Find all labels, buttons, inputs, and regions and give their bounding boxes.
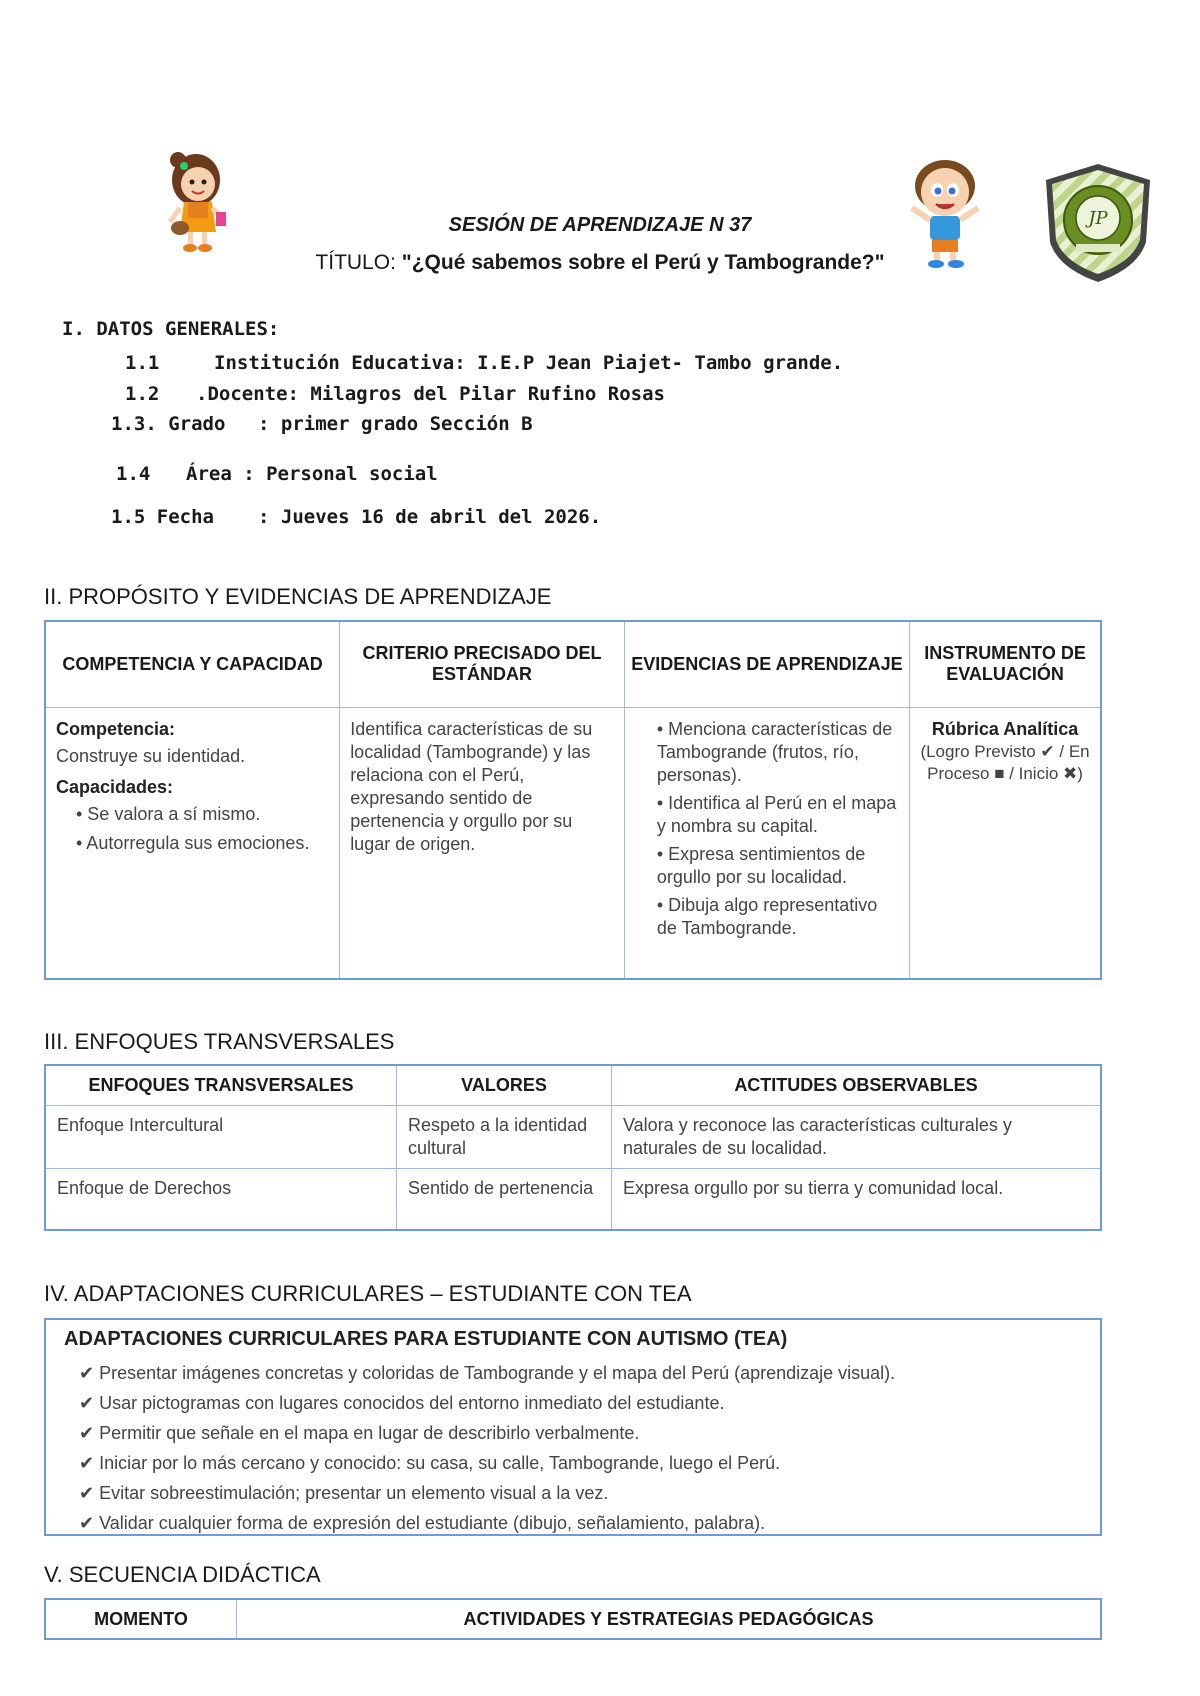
adaptacion-item: ✔ Permitir que señale en el mapa en lugar de describirlo verbalmente.: [79, 1423, 640, 1443]
col-header-actitudes: ACTITUDES OBSERVABLES: [612, 1065, 1102, 1105]
enfoques-table: [44, 1064, 1102, 1231]
capacidad-item: • Autorregula sus emociones.: [76, 832, 310, 853]
table-row: [45, 1105, 1101, 1168]
svg-text:JP: JP: [1088, 208, 1108, 229]
adaptacion-item: ✔ Presentar imágenes concretas y coloridas de Tambogrande y el mapa del Perú (aprendizaje visual).: [79, 1363, 896, 1383]
dato-num: 1.4: [116, 463, 151, 485]
evidencia-item: • Dibuja algo representativo de Tambogrande.: [656, 894, 878, 938]
col-header-enfoques: ENFOQUES TRANSVERSALES: [45, 1065, 397, 1105]
actitud-cell: Valora y reconoce las características culturales y naturales de su localidad.: [612, 1105, 1102, 1168]
instrumento-cell: [910, 707, 1101, 979]
secuencia-heading: V. SECUENCIA DIDÁCTICA: [44, 1562, 321, 1587]
dato-num: 1.2: [125, 383, 160, 405]
adaptacion-item: ✔ Validar cualquier forma de expresión del estudiante (dibujo, señalamiento, palabra).: [79, 1513, 766, 1533]
actitud-cell: Expresa orgullo por su tierra y comunidad local.: [612, 1168, 1102, 1230]
col-header-instrumento: INSTRUMENTO DE EVALUACIÓN: [910, 621, 1101, 707]
datos-generales-heading: I. DATOS GENERALES:: [62, 318, 280, 340]
adaptaciones-heading: IV. ADAPTACIONES CURRICULARES – ESTUDIANTE CON TEA: [44, 1281, 692, 1306]
dato-area: Área : Personal social: [186, 463, 438, 485]
secuencia-table: [44, 1598, 1102, 1640]
capacidad-item: • Se valora a sí mismo.: [76, 803, 261, 824]
evidencia-item: • Identifica al Perú en el mapa y nombra su capital.: [656, 792, 897, 836]
dato-grado: : primer grado Sección B: [258, 413, 533, 435]
col-header-valores: VALORES: [397, 1065, 612, 1105]
dato-num: 1.3. Grado: [111, 413, 226, 435]
proposito-table: [44, 620, 1102, 980]
girl-cartoon-icon: [158, 148, 238, 258]
enfoque-cell: Enfoque de Derechos: [45, 1168, 397, 1230]
evidencia-item: • Expresa sentimientos de orgullo por su localidad.: [656, 843, 866, 887]
evidencia-item: • Menciona características de Tambogrande (frutos, río, personas).: [656, 718, 893, 785]
adaptacion-item: ✔ Usar pictogramas con lugares conocidos del entorno inmediato del estudiante.: [79, 1393, 725, 1413]
table-row: [45, 1168, 1101, 1230]
dato-institucion: Institución Educativa: I.E.P Jean Piajet- Tambo grande.: [214, 352, 844, 374]
col-header-criterio: CRITERIO PRECISADO DEL ESTÁNDAR: [340, 621, 625, 707]
valor-cell: Sentido de pertenencia: [397, 1168, 612, 1230]
lesson-title: TÍTULO: "¿Qué sabemos sobre el Perú y Tambogrande?": [315, 251, 885, 274]
adaptacion-item: ✔ Evitar sobreestimulación; presentar un elemento visual a la vez.: [79, 1483, 609, 1503]
session-title: SESIÓN DE APRENDIZAJE N 37: [448, 214, 752, 236]
col-header-actividades: ACTIVIDADES Y ESTRATEGIAS PEDAGÓGICAS: [237, 1599, 1102, 1639]
dato-fecha: : Jueves 16 de abril del 2026.: [258, 506, 602, 528]
adaptacion-item: ✔ Iniciar por lo más cercano y conocido: su casa, su calle, Tambogrande, luego el Perú.: [79, 1453, 781, 1473]
competencia-text: Construye su identidad.: [56, 745, 246, 766]
col-header-momento: MOMENTO: [45, 1599, 237, 1639]
criterio-cell: Identifica características de su localidad (Tambogrande) y las relaciona con el Perú, expresando sentido de pertenencia y orgullo por su lugar de origen.: [340, 707, 625, 979]
col-header-competencia: COMPETENCIA Y CAPACIDAD: [45, 621, 340, 707]
dato-num: 1.5 Fecha: [111, 506, 214, 528]
enfoque-cell: Enfoque Intercultural: [45, 1105, 397, 1168]
evidencias-cell: [624, 707, 909, 979]
valor-cell: Respeto a la identidad cultural: [397, 1105, 612, 1168]
dato-num: 1.1: [125, 352, 160, 374]
adaptaciones-box-title: ADAPTACIONES CURRICULARES PARA ESTUDIANTE CON AUTISMO (TEA): [64, 1328, 788, 1350]
competencia-label: Competencia:: [56, 718, 176, 739]
instrumento-title: Rúbrica Analítica: [931, 718, 1079, 739]
enfoques-heading: III. ENFOQUES TRANSVERSALES: [44, 1029, 395, 1054]
adaptaciones-box: [44, 1318, 1102, 1536]
instrumento-detail: (Logro Previsto ✔ / En Proceso ■ / Inicio ✖): [920, 741, 1090, 783]
col-header-evidencias: EVIDENCIAS DE APRENDIZAJE: [624, 621, 909, 707]
dato-docente: .Docente: Milagros del Pilar Rufino Rosas: [196, 383, 665, 405]
capacidades-label: Capacidades:: [56, 776, 174, 797]
proposito-heading: II. PROPÓSITO Y EVIDENCIAS DE APRENDIZAJE: [44, 584, 552, 609]
competencia-cell: [45, 707, 340, 979]
